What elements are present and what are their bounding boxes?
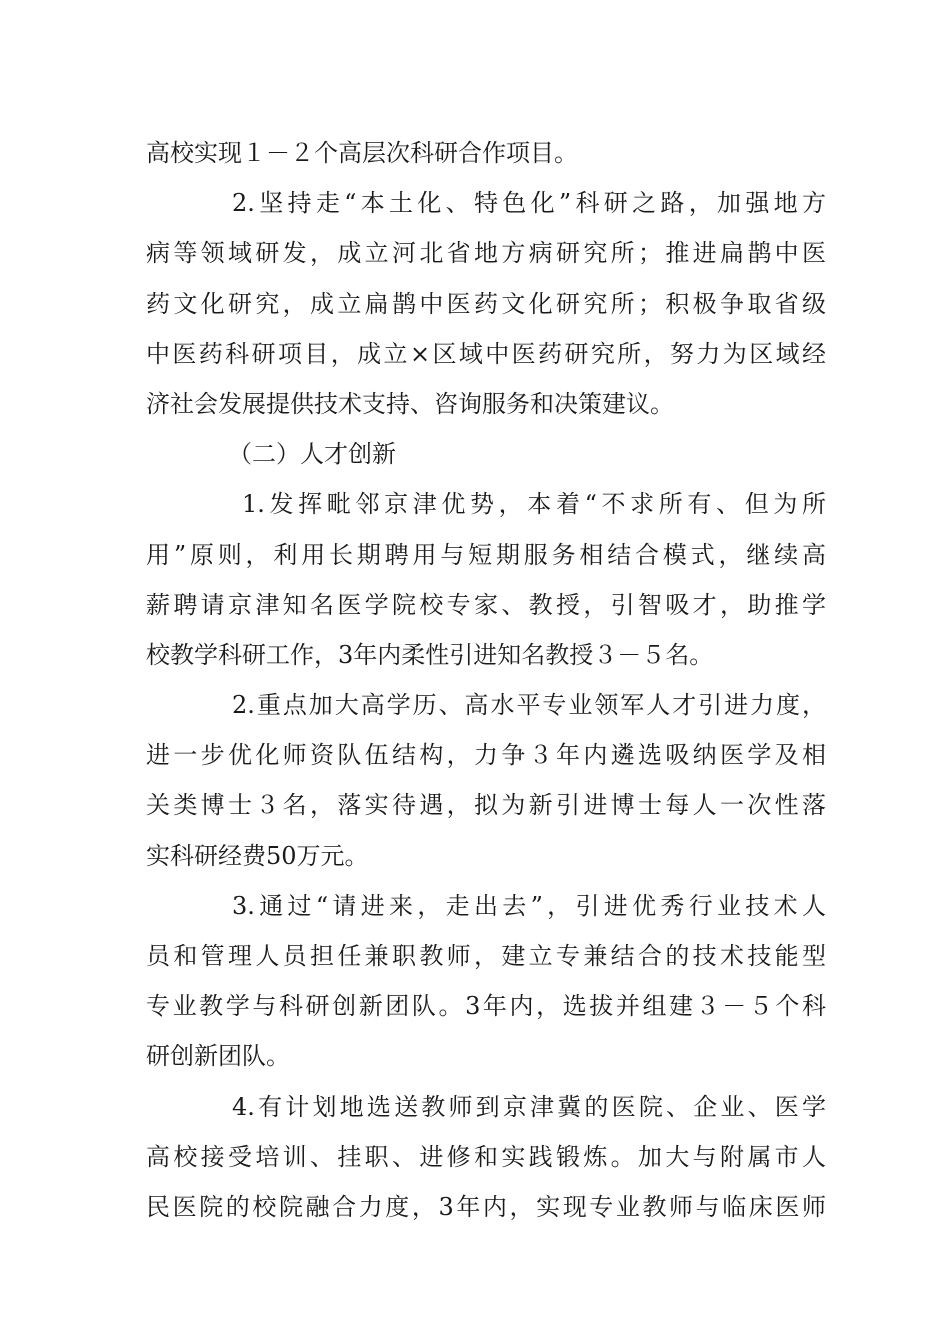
paragraph-line: 1.发挥毗邻京津优势，本着“不求所有、但为所 xyxy=(242,490,826,519)
paragraph-line: 3.通过“请进来，走出去”，引进优秀行业技术人 xyxy=(232,891,826,920)
paragraph-line: 2.重点加大高学历、高水平专业领军人才引进力度， xyxy=(232,691,826,720)
paragraph-line: 员和管理人员担任兼职教师，建立专兼结合的技术技能型 xyxy=(146,942,826,970)
paragraph-line: 用”原则，利用长期聘用与短期服务相结合模式，继续高 xyxy=(146,540,826,569)
paragraph-line: 进一步优化师资队伍结构，力争３年内遴选吸纳医学及相 xyxy=(146,741,826,770)
paragraph-line: 研创新团队。 xyxy=(146,1042,290,1071)
paragraph-line: 专业教学与科研创新团队。3年内，选拔并组建３－５个科 xyxy=(146,992,826,1021)
paragraph-line: 高校实现１－２个高层次科研合作项目。 xyxy=(146,139,578,167)
paragraph-line: 病等领域研发，成立河北省地方病研究所；推进扁鹊中医 xyxy=(146,239,826,268)
paragraph-line: 薪聘请京津知名医学院校专家、教授，引智吸才，助推学 xyxy=(146,590,826,619)
paragraph-line: 济社会发展提供技术支持、咨询服务和决策建议。 xyxy=(146,389,674,418)
paragraph-line: 药文化研究，成立扁鹊中医药文化研究所；积极争取省级 xyxy=(146,289,826,318)
paragraph-line: 4.有计划地选送教师到京津冀的医院、企业、医学 xyxy=(232,1092,826,1121)
paragraph-line: 实科研经费50万元。 xyxy=(146,841,369,870)
paragraph-line: 民医院的校院融合力度，3年内，实现专业教师与临床医师 xyxy=(146,1192,826,1221)
paragraph-line: 高校接受培训、挂职、进修和实践锻炼。加大与附属市人 xyxy=(146,1142,826,1171)
paragraph-line: 校教学科研工作，3年内柔性引进知名教授３－５名。 xyxy=(146,640,714,669)
paragraph-line: 2.坚持走“本土化、特色化”科研之路，加强地方 xyxy=(232,189,826,218)
paragraph-line: 中医药科研项目，成立×区域中医药研究所，努力为区域经 xyxy=(146,339,826,368)
paragraph-line: 关类博士３名，落实待遇，拟为新引进博士每人一次性落 xyxy=(146,791,826,820)
document-body xyxy=(146,128,826,1232)
section-heading: （二）人才创新 xyxy=(228,440,396,469)
